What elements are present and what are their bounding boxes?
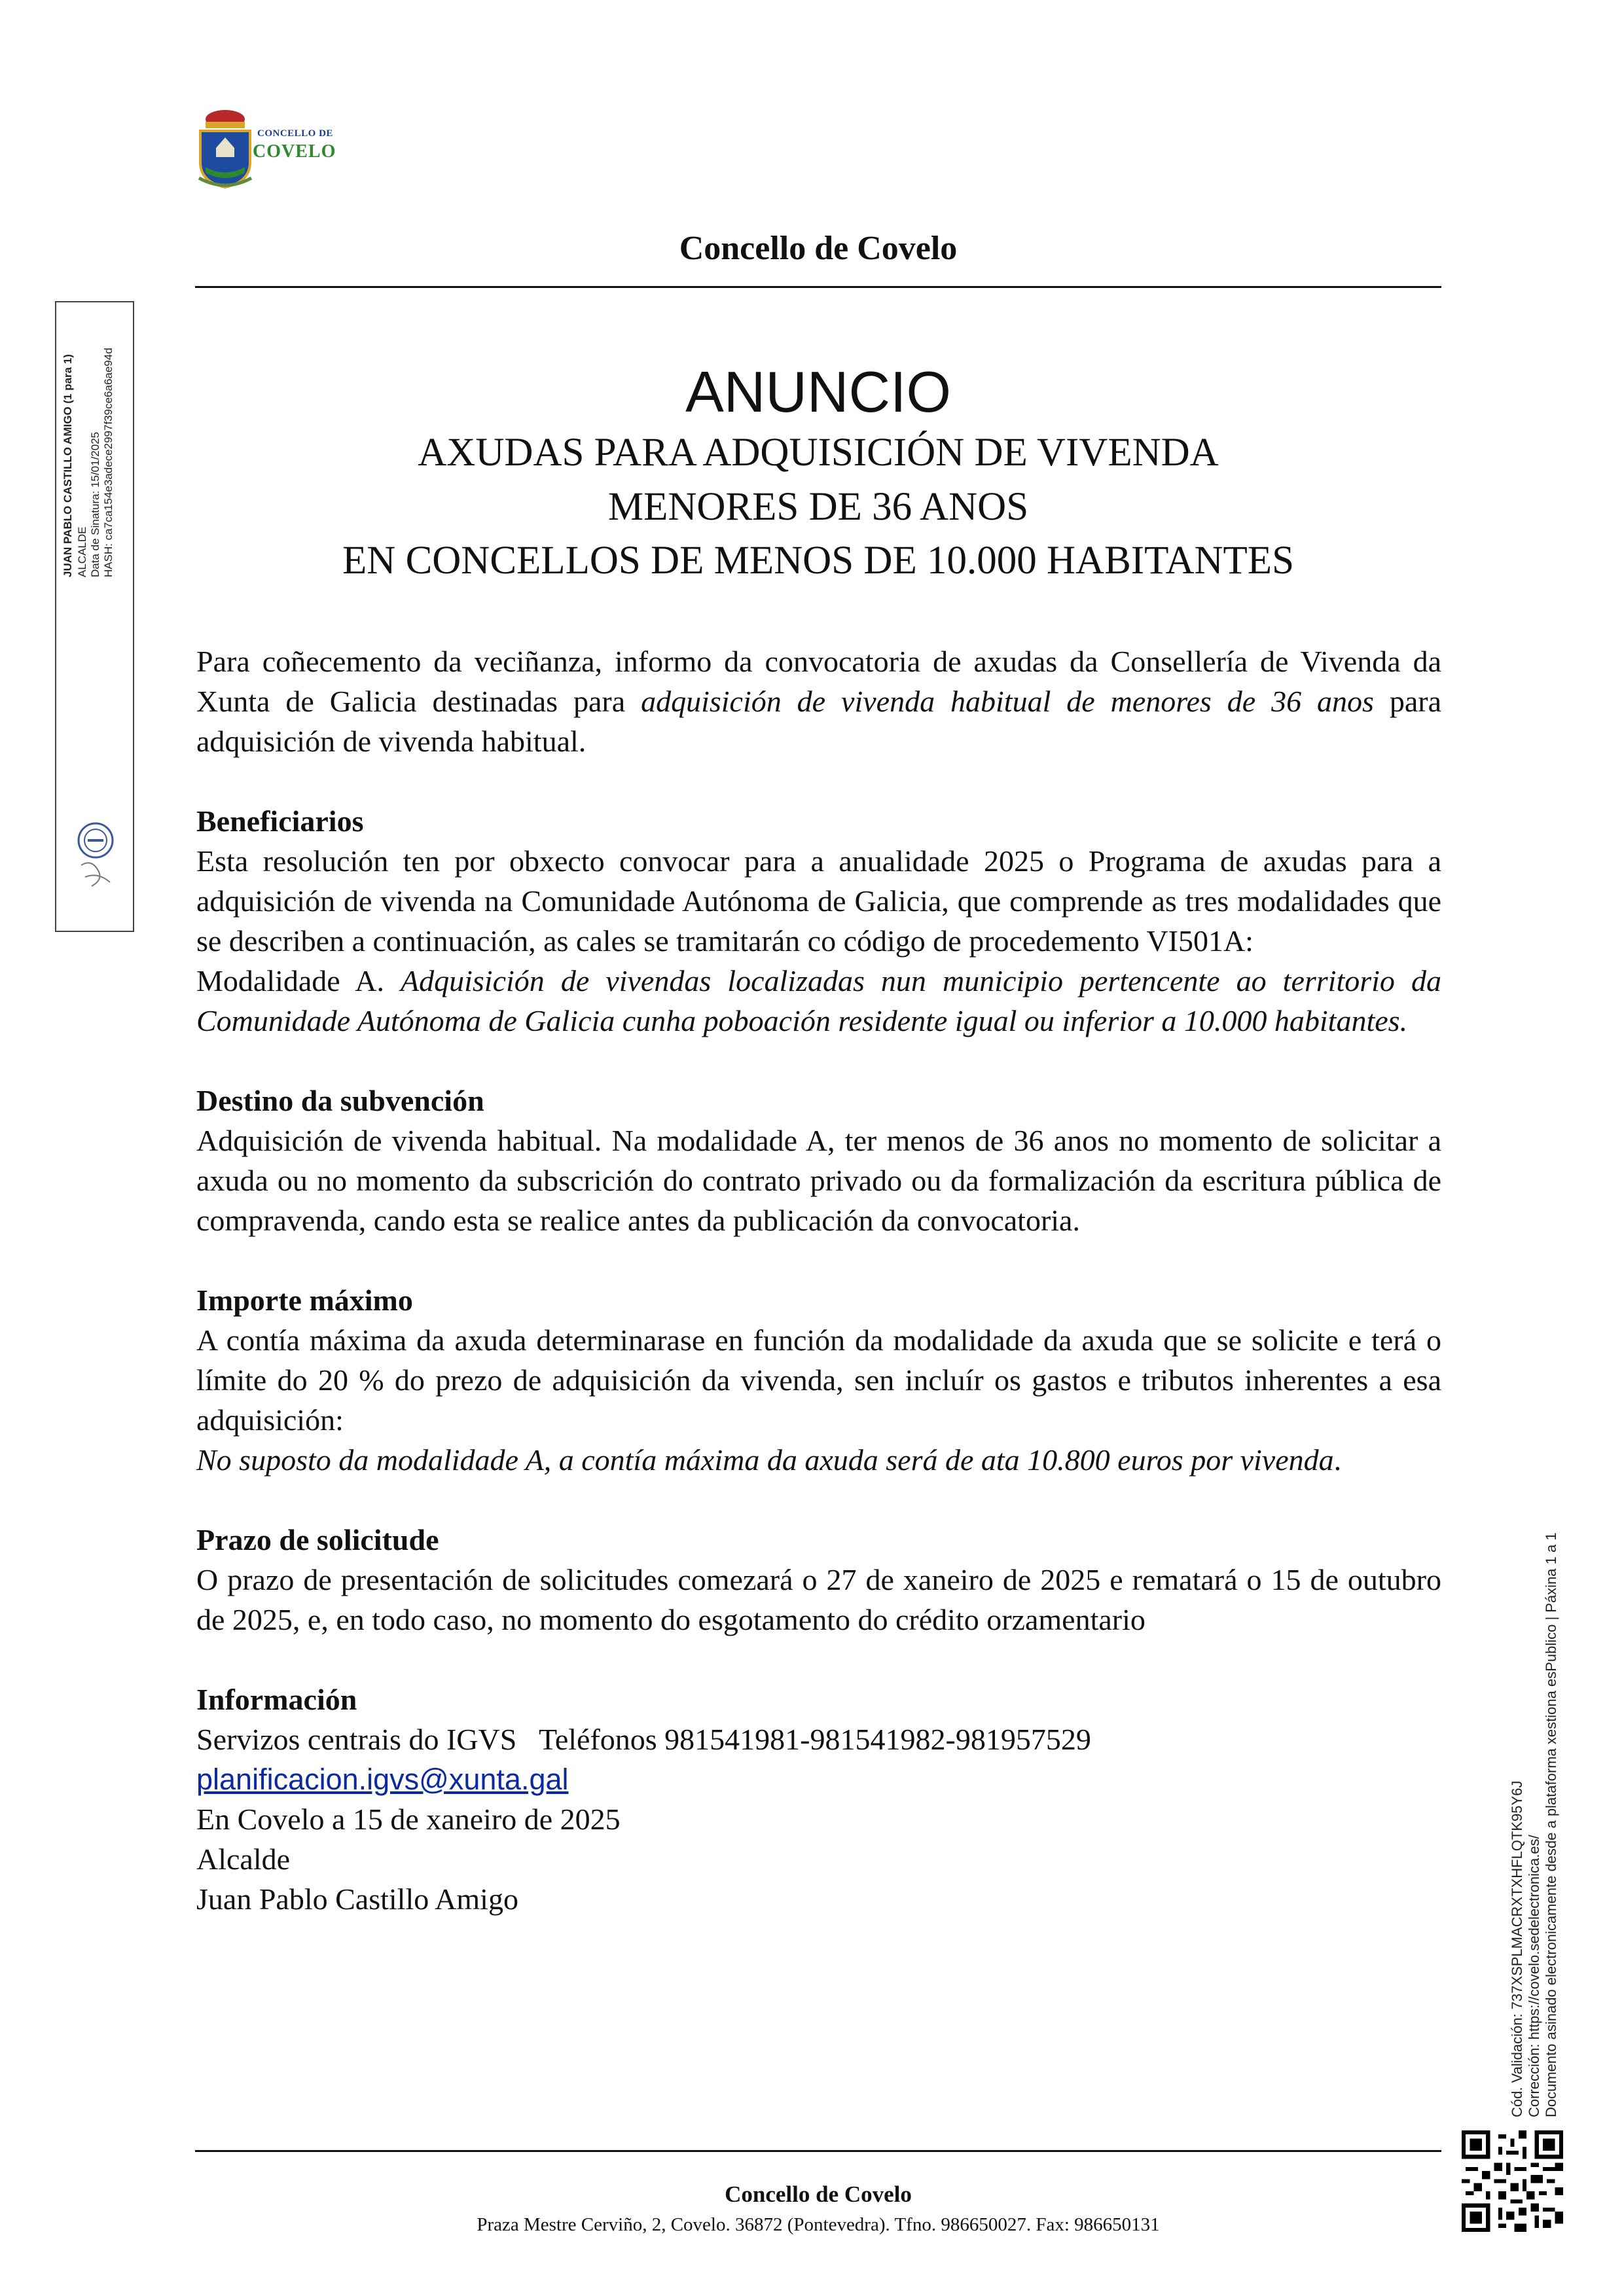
footer-title: Concello de Covelo (725, 2181, 912, 2207)
beneficiarios-paragraph: Esta resolución ten por obxecto convocar para a anualidade 2025 o Programa de axudas para a adquisición de vivenda na Comunidade Autónoma de Galicia, que comprende as tres modalidades que se describen a continuación, as cales se tramitarán co código de procedemento VI501A: (196, 844, 1441, 958)
importe-paragraph: A contía máxima da axuda determinarase en función da modalidade da axuda que se solicite e terá o límite do 20 % do prezo de adquisición da vivenda, sen incluír os gastos e tributos inherentes a esa adquisición: (196, 1323, 1441, 1437)
info-contact-line: Servizos centrais do IGVS Teléfonos 981541981-981541982-981957529 (196, 1723, 1091, 1756)
info-date-line: En Covelo a 15 de xaneiro de 2025 (196, 1803, 621, 1836)
section-heading-importe: Importe máximo (196, 1283, 413, 1317)
subtitle-line-3: EN CONCELLOS DE MENOS DE 10.000 HABITANTES (342, 539, 1294, 583)
concello-logo (196, 105, 353, 193)
validation-notice: Documento asinado electronicamente desde a plataforma xestiona esPublico | Páxina 1 a 1 (1543, 1532, 1559, 2117)
intro-text: Para coñecemento da veciñanza, informo da convocatoria de axudas da Consellería de Vivenda da Xunta de Galicia destinadas para (196, 645, 1441, 718)
info-role-line: Alcalde (196, 1842, 291, 1876)
section-heading-informacion: Información (196, 1683, 357, 1716)
section-heading-destino: Destino da subvención (196, 1084, 484, 1117)
header-title: Concello de Covelo (679, 230, 958, 267)
modalidade-description: Adquisición de vivendas localizadas nun municipio pertencente ao territorio da Comunidade Autónoma de Galicia cunha poboación residente igual ou inferior a 10.000 habitantes. (196, 964, 1441, 1037)
logo-text-bottom: COVELO (253, 141, 336, 162)
footer-divider (195, 2150, 1441, 2152)
document-title: ANUNCIO (685, 359, 951, 424)
info-signer-line: Juan Pablo Castillo Amigo (196, 1882, 518, 1916)
prazo-paragraph: O prazo de presentación de solicitudes comezará o 27 de xaneiro de 2025 e rematará o 15 de outubro de 2025, e, en todo caso, no momento do esgotamento do crédito orzamentario (196, 1563, 1441, 1636)
document-body (196, 641, 1441, 1919)
signature-stamp (55, 301, 134, 932)
logo-text-top: CONCELLO DE (257, 128, 333, 139)
modalidade-label: Modalidade A. (196, 964, 401, 997)
header-divider (195, 286, 1441, 288)
seal-icon (72, 819, 119, 891)
validation-code: Cód. Validación: 737XSPLMACRXTXHFLQTK95Y6J (1509, 1780, 1525, 2117)
subtitle-line-2: MENORES DE 36 ANOS (607, 485, 1029, 529)
coat-of-arms-icon (196, 105, 254, 193)
intro-text-end: para adquisición de vivenda habitual. (196, 685, 1441, 758)
email-link[interactable]: planificacion.igvs@xunta.gal (196, 1763, 569, 1796)
signature-date: Data de Sinatura: 15/01/2025 (89, 431, 101, 577)
subtitle-line-1: AXUDAS PARA ADQUISICIÓN DE VIVENDA (418, 431, 1219, 475)
intro-paragraph (196, 641, 1441, 761)
footer-address: Praza Mestre Cerviño, 2, Covelo. 36872 (Pontevedra). Tfno. 986650027. Fax: 986650131 (477, 2214, 1160, 2235)
validation-url: Corrección: https://covelo.sedelectronica.es/ (1526, 1835, 1542, 2117)
destino-paragraph: Adquisición de vivenda habitual. Na modalidade A, ter menos de 36 anos no momento de solicitar a axuda ou no momento da subscrición do contrato privado ou da formalización da escritura pública de compravenda, cando esta se realice antes da publicación da convocatoria. (196, 1124, 1441, 1237)
qr-code-icon[interactable] (1462, 2130, 1563, 2232)
importe-italic-text: No suposto da modalidade A, a contía máxima da axuda será de ata 10.800 euros por vivenda (196, 1443, 1334, 1477)
section-heading-prazo: Prazo de solicitude (196, 1523, 439, 1556)
signer-name: JUAN PABLO CASTILLO AMIGO (1 para 1) (62, 354, 74, 577)
importe-italic-paragraph (196, 1440, 1441, 1480)
signer-role: ALCALDE (76, 526, 88, 577)
section-heading-beneficiarios: Beneficiarios (196, 804, 364, 838)
signature-hash: HASH: ca7ca154e3adece2997f39ce6a6ae94d (102, 348, 115, 577)
intro-italic: adquisición de vivenda habitual de menores de 36 anos (641, 685, 1374, 718)
importe-period: . (1333, 1443, 1342, 1477)
modalidade-paragraph (196, 961, 1441, 1041)
